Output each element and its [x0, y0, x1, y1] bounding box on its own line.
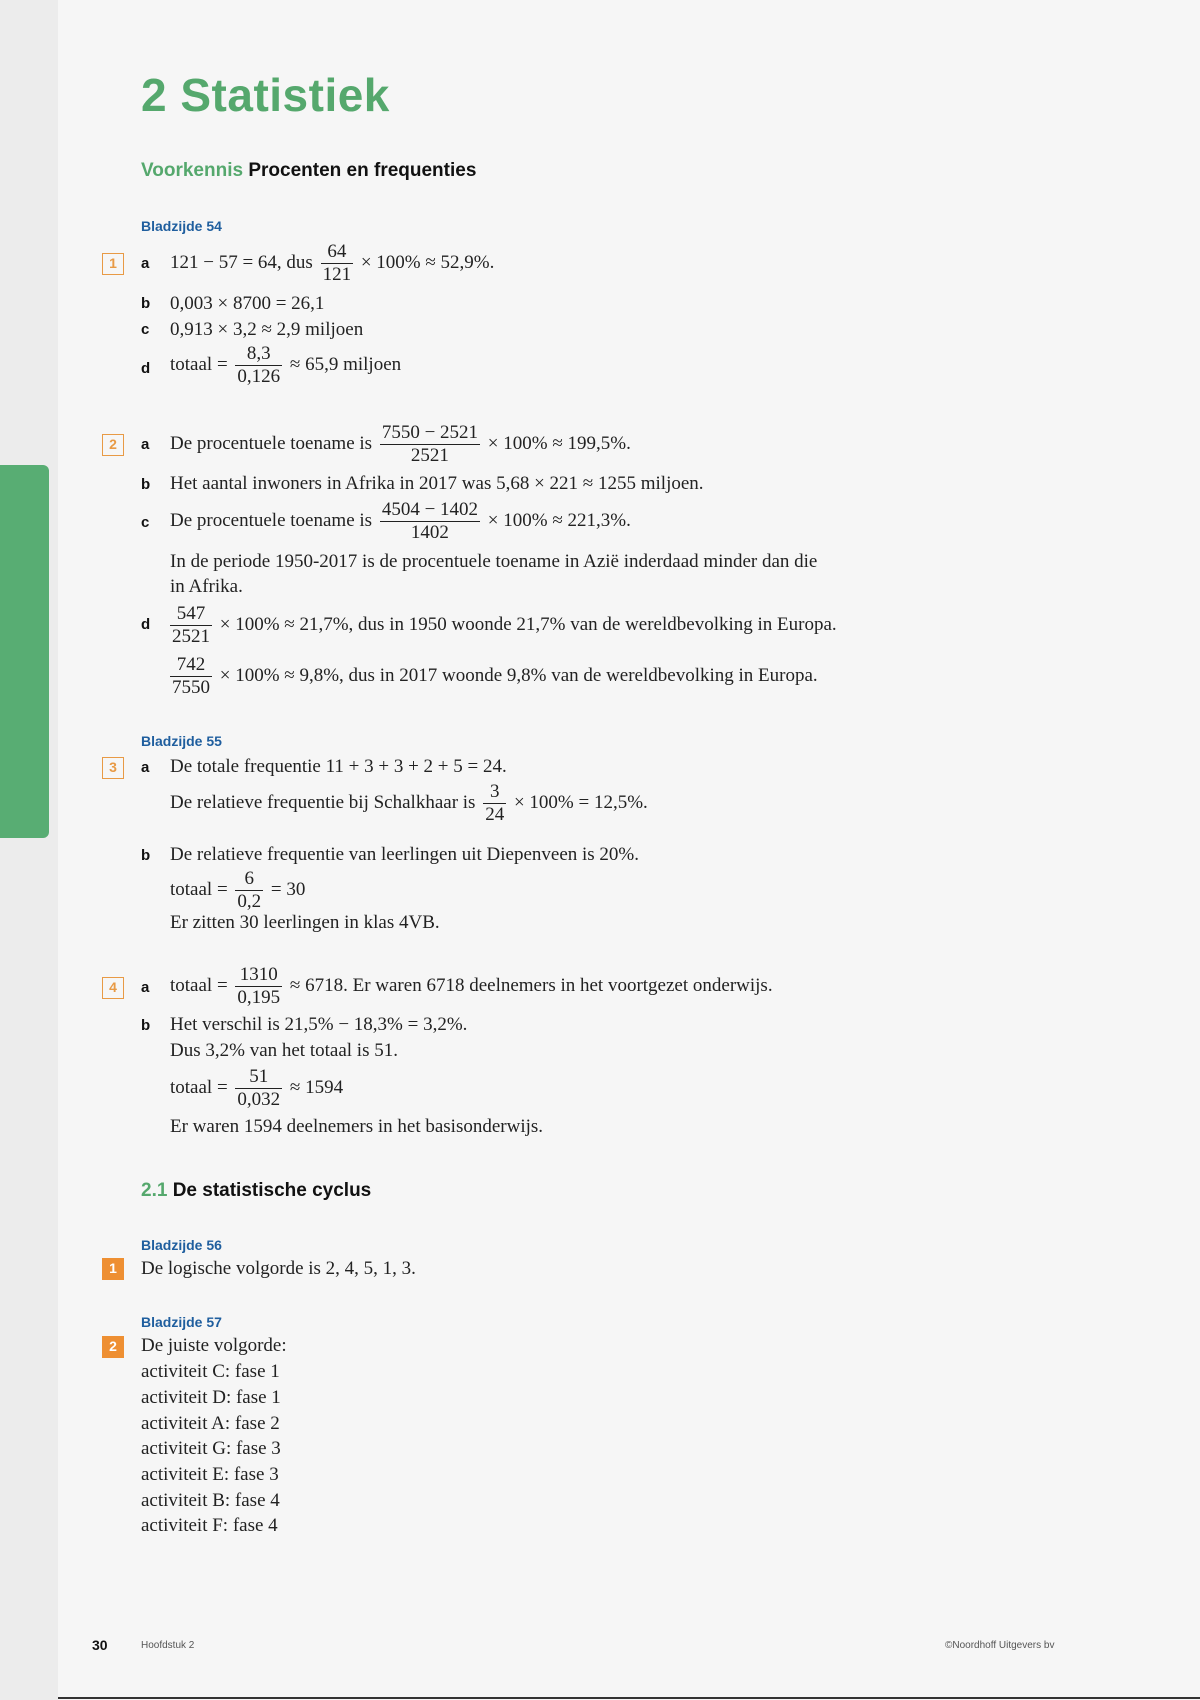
- answer-text: De relatieve frequentie bij Schalkhaar is: [170, 791, 476, 813]
- denominator: 0,032: [237, 1089, 281, 1110]
- exercise-number: 1: [102, 1258, 124, 1280]
- list-item: activiteit C: fase 1: [141, 1361, 280, 1382]
- answer-line: [170, 964, 773, 1009]
- part-letter: a: [141, 979, 150, 996]
- list-item: activiteit F: fase 4: [141, 1515, 278, 1536]
- prior-knowledge-heading: [141, 160, 476, 182]
- footer-copyright: ©Noordhoff Uitgevers bv: [945, 1640, 1055, 1651]
- answer-text: totaal =: [170, 1076, 228, 1098]
- bottom-rule: [58, 1697, 1200, 1699]
- page-margin: [0, 0, 58, 1700]
- chapter-title: 2 Statistiek: [141, 69, 390, 121]
- part-letter: b: [141, 1017, 151, 1034]
- answer-line: 0,913 × 3,2 ≈ 2,9 miljoen: [170, 319, 364, 340]
- answer-text: × 100% = 12,5%.: [513, 791, 648, 813]
- section-title: De statistische cyclus: [172, 1180, 372, 1201]
- answer-text: × 100% ≈ 52,9%.: [360, 251, 495, 273]
- answer-line: in Afrika.: [170, 576, 243, 597]
- denominator: 0,195: [237, 987, 281, 1008]
- page-reference: Bladzijde 56: [141, 1237, 222, 1253]
- fraction: [235, 343, 282, 388]
- numerator: 742: [170, 654, 212, 677]
- answer-line: Het aantal inwoners in Afrika in 2017 was 5,68 × 221 ≈ 1255 miljoen.: [170, 473, 704, 494]
- prior-knowledge-title: Procenten en frequenties: [248, 160, 477, 181]
- numerator: 1310: [235, 964, 282, 987]
- list-item: activiteit E: fase 3: [141, 1464, 279, 1485]
- answer-line: [170, 868, 305, 913]
- fraction: [380, 499, 480, 544]
- answer-text: ≈ 1594: [289, 1076, 344, 1098]
- answer-line: [170, 241, 494, 286]
- answer-text: × 100% ≈ 199,5%.: [487, 432, 631, 454]
- fraction: [235, 964, 282, 1009]
- list-item: activiteit B: fase 4: [141, 1490, 280, 1511]
- answer-text: totaal =: [170, 878, 228, 900]
- part-letter: c: [141, 321, 150, 338]
- answer-line: Dus 3,2% van het totaal is 51.: [170, 1040, 398, 1061]
- answer-line: Er zitten 30 leerlingen in klas 4VB.: [170, 912, 440, 933]
- fraction: [380, 422, 480, 467]
- prior-knowledge-label: Voorkennis: [141, 160, 244, 181]
- answer-text: × 100% ≈ 21,7%, dus in 1950 woonde 21,7% van de wereldbevolking in Europa.: [219, 613, 837, 635]
- numerator: 51: [235, 1066, 282, 1089]
- section-number: 2.1: [141, 1180, 168, 1201]
- page-reference: Bladzijde 54: [141, 218, 222, 234]
- fraction: [170, 654, 212, 699]
- footer-chapter: Hoofdstuk 2: [141, 1640, 195, 1651]
- part-letter: d: [141, 360, 151, 377]
- part-letter: d: [141, 616, 151, 633]
- page-reference: Bladzijde 57: [141, 1314, 222, 1330]
- page-reference: Bladzijde 55: [141, 733, 222, 749]
- chapter-tab: [0, 465, 49, 838]
- answer-text: = 30: [270, 878, 306, 900]
- answer-line: [170, 499, 631, 544]
- part-letter: a: [141, 436, 150, 453]
- answer-text: ≈ 65,9 miljoen: [289, 353, 402, 375]
- answer-line: De totale frequentie 11 + 3 + 3 + 2 + 5 = 24.: [170, 756, 507, 777]
- answer-line: 0,003 × 8700 = 26,1: [170, 293, 325, 314]
- answer-line: [170, 422, 631, 467]
- answer-line: [170, 654, 818, 699]
- denominator: 121: [322, 264, 352, 285]
- list-item: activiteit D: fase 1: [141, 1387, 281, 1408]
- answer-text: × 100% ≈ 9,8%, dus in 2017 woonde 9,8% van de wereldbevolking in Europa.: [219, 664, 818, 686]
- answer-line: De relatieve frequentie van leerlingen uit Diepenveen is 20%.: [170, 844, 639, 865]
- exercise-number: 1: [102, 253, 124, 275]
- list-item: activiteit G: fase 3: [141, 1438, 281, 1459]
- page-number: 30: [92, 1637, 108, 1653]
- part-letter: a: [141, 255, 150, 272]
- numerator: 8,3: [235, 343, 282, 366]
- answer-text: × 100% ≈ 221,3%.: [487, 509, 631, 531]
- answer-text: 121 − 57 = 64, dus: [170, 251, 313, 273]
- fraction: [235, 1066, 282, 1111]
- answer-text: totaal =: [170, 353, 228, 375]
- exercise-number: 4: [102, 977, 124, 999]
- exercise-number: 3: [102, 757, 124, 779]
- numerator: 4504 − 1402: [381, 499, 479, 520]
- fraction: [235, 868, 263, 913]
- answer-line: Het verschil is 21,5% − 18,3% = 3,2%.: [170, 1014, 468, 1035]
- answer-text: totaal =: [170, 974, 228, 996]
- denominator: 2521: [410, 445, 449, 466]
- answer-line: In de periode 1950-2017 is de procentuele toename in Azië inderdaad minder dan die: [170, 551, 818, 572]
- part-letter: a: [141, 759, 150, 776]
- denominator: 0,2: [237, 891, 262, 912]
- part-letter: c: [141, 514, 150, 531]
- part-letter: b: [141, 847, 151, 864]
- answer-line: De logische volgorde is 2, 4, 5, 1, 3.: [141, 1258, 416, 1279]
- numerator: 3: [483, 781, 506, 804]
- answer-line: [170, 603, 837, 648]
- answer-line: [170, 781, 648, 826]
- answer-line: De juiste volgorde:: [141, 1335, 287, 1356]
- part-letter: b: [141, 295, 151, 312]
- denominator: 7550: [172, 677, 210, 698]
- numerator: 64: [321, 241, 354, 264]
- fraction: [321, 241, 354, 286]
- denominator: 2521: [172, 626, 210, 647]
- list-item: activiteit A: fase 2: [141, 1413, 280, 1434]
- denominator: 0,126: [237, 366, 281, 387]
- answer-text: De procentuele toename is: [170, 432, 373, 454]
- answer-line: [170, 1066, 343, 1111]
- answer-line: [170, 343, 401, 388]
- fraction: [170, 603, 212, 648]
- fraction: [483, 781, 506, 826]
- section-heading: [141, 1180, 371, 1202]
- numerator: 7550 − 2521: [381, 422, 479, 443]
- exercise-number: 2: [102, 1336, 124, 1358]
- answer-line: Er waren 1594 deelnemers in het basisonderwijs.: [170, 1116, 544, 1137]
- denominator: 24: [485, 804, 505, 825]
- denominator: 1402: [410, 522, 449, 543]
- answer-text: De procentuele toename is: [170, 509, 373, 531]
- exercise-number: 2: [102, 434, 124, 456]
- answer-text: ≈ 6718. Er waren 6718 deelnemers in het voortgezet onderwijs.: [289, 974, 773, 996]
- part-letter: b: [141, 476, 151, 493]
- numerator: 6: [235, 868, 263, 891]
- numerator: 547: [170, 603, 212, 626]
